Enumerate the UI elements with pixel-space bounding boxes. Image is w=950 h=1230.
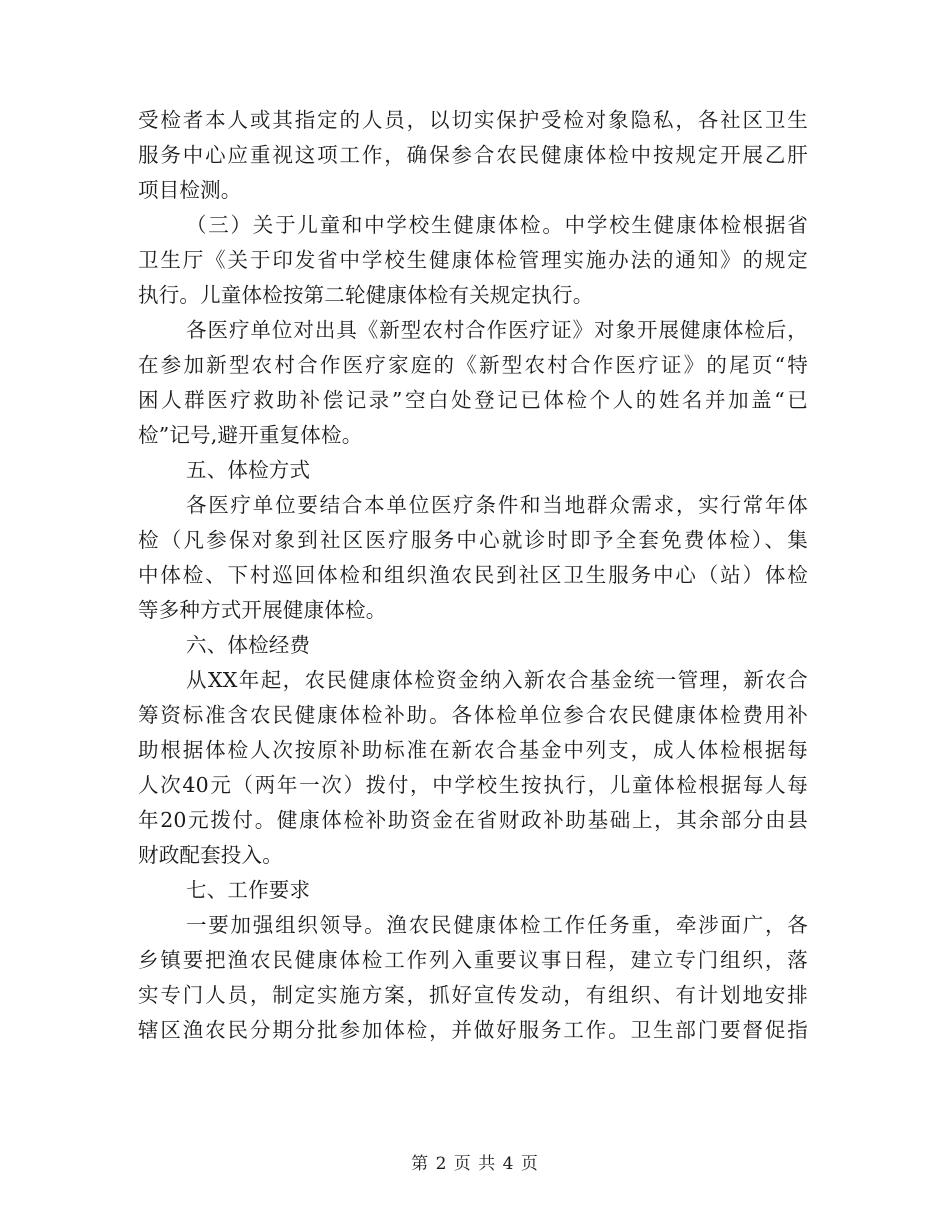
text-line: 服务中心应重视这项工作，确保参合农民健康体检中按规定开展乙肝 [138,143,808,167]
text-line: 中体检、下村巡回体检和组织渔农民到社区卫生服务中心（站）体检 [138,563,808,587]
text-line: 检（凡参保对象到社区医疗服务中心就诊时即予全套免费体检）、集 [138,528,808,552]
document-body [138,103,808,1048]
text-line: 等多种方式开展健康体检。 [138,598,387,622]
text-line: 乡镇要把渔农民健康体检工作列入重要议事日程，建立专门组织，落 [138,948,808,972]
text-line: 项目检测。 [138,178,242,202]
text-line: 受检者本人或其指定的人员，以切实保护受检对象隐私，各社区卫生 [138,108,808,132]
text-line: 困人群医疗救助补偿记录”空白处登记已体检个人的姓名并加盖“已 [138,388,808,412]
text-line: 助根据体检人次按原补助标准在新农合基金中列支，成人体检根据每 [138,738,808,762]
text-line: （三）关于儿童和中学校生健康体检。中学校生健康体检根据省 [186,213,808,237]
text-line: 年20元拨付。健康体检补助资金在省财政补助基础上，其余部分由县 [138,808,808,832]
text-line: 筹资标准含农民健康体检补助。各体检单位参合农民健康体检费用补 [138,703,808,727]
text-line: 在参加新型农村合作医疗家庭的《新型农村合作医疗证》的尾页“特 [138,353,808,377]
text-line: 辖区渔农民分期分批参加体检，并做好服务工作。卫生部门要督促指 [138,1018,808,1042]
text-line: 六、体检经费 [186,633,311,657]
text-line: 七、工作要求 [186,878,311,902]
text-line: 财政配套投入。 [138,843,283,867]
text-line: 卫生厅《关于印发省中学校生健康体检管理实施办法的通知》的规定 [138,248,808,272]
text-line: 各医疗单位对出具《新型农村合作医疗证》对象开展健康体检后， [186,318,808,342]
text-line: 实专门人员，制定实施方案，抓好宣传发动，有组织、有计划地安排 [138,983,808,1007]
text-line: 人次40元（两年一次）拨付，中学校生按执行，儿童体检根据每人每 [138,773,808,797]
text-line: 各医疗单位要结合本单位医疗条件和当地群众需求，实行常年体 [186,493,808,517]
text-line: 执行。儿童体检按第二轮健康体检有关规定执行。 [138,283,594,307]
text-line: 五、体检方式 [186,458,311,482]
page-footer: 第 2 页 共 4 页 [411,1154,539,1174]
text-line: 一要加强组织领导。渔农民健康体检工作任务重，牵涉面广，各 [186,913,808,937]
text-line: 检”记号,避开重复体检。 [138,423,363,447]
text-line: 从XX年起，农民健康体检资金纳入新农合基金统一管理，新农合 [186,668,808,692]
